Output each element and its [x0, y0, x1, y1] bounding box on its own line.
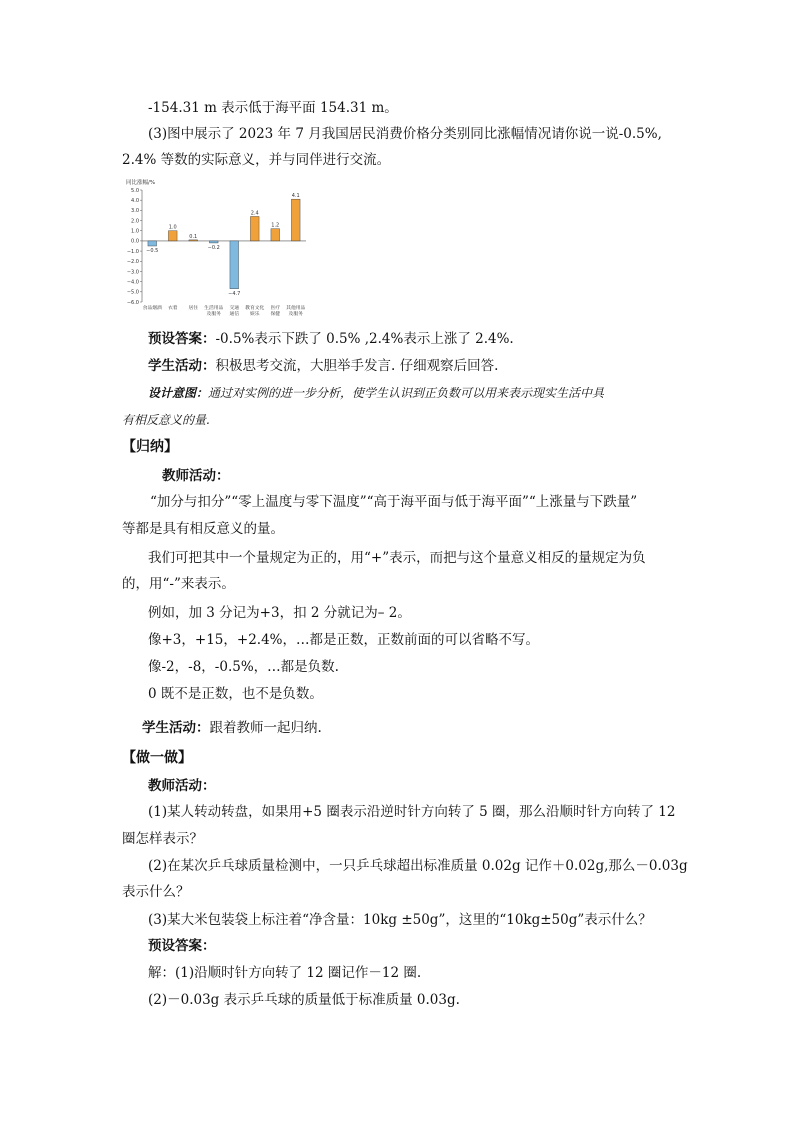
category-label: 其他用品: [286, 306, 306, 311]
bar-value-label: 0.1: [189, 233, 198, 240]
y-tick-label: 1.0: [131, 228, 139, 235]
text-line: 圈怎样表示？: [122, 831, 203, 847]
text-line: (1)某人转动转盘，如果用+5 圈表示沿逆时针方向转了 5 圈，那么沿顺时针方向转了 12: [148, 804, 676, 820]
text-line: 像+3，+15，+2.4%，…都是正数，正数前面的可以省略不写。: [148, 632, 539, 648]
category-label: 娱乐: [249, 312, 260, 317]
bar-value-label: −0.5: [146, 248, 159, 254]
bar-value-label: −4.7: [228, 290, 241, 297]
text-line: (2)在某次乒乓球质量检测中，一只乒乓球超出标准质量 0.02g 记作＋0.02g,那么－0.03g: [148, 858, 688, 874]
category-label: 食品烟酒: [142, 306, 162, 311]
category-label: 生活用品: [204, 306, 224, 311]
y-tick-label: −1.0: [126, 248, 139, 255]
section-heading: 【归纳】: [122, 439, 178, 455]
label: 教师活动：: [148, 778, 216, 794]
text-line: (3)图中展示了 2023 年 7 月我国居民消费价格分类别同比涨幅情况请你说一说-0.5%,: [148, 126, 662, 142]
y-tick-label: −3.0: [126, 269, 139, 276]
text-line: “加分与扣分”“零上温度与零下温度”“高于海平面与低于海平面”“上涨量与下跌量”: [150, 494, 638, 510]
category-label: 通信: [229, 312, 240, 317]
category-label: 及服务: [288, 312, 303, 317]
text-line: [148, 383, 604, 403]
bar: [148, 241, 157, 246]
category-label: 保健: [270, 312, 281, 317]
category-label: 及服务: [206, 312, 221, 317]
label: 教师活动：: [162, 468, 230, 484]
activity-text: 跟着教师一起归纳.: [209, 720, 322, 736]
activity-text: 积极思考交流，大胆举手发言. 仔细观察后回答.: [215, 358, 499, 374]
text-line: -154.31 m 表示低于海平面 154.31 m。: [148, 100, 398, 116]
y-tick-label: 0.0: [131, 238, 139, 245]
section-heading: 【做一做】: [122, 750, 192, 766]
category-label: 交通: [229, 306, 240, 311]
y-tick-label: −6.0: [126, 299, 139, 306]
label: 预设答案：: [148, 331, 216, 347]
text-line: 等都是具有相反意义的量。: [122, 521, 284, 537]
text-line: (2)－0.03g 表示乒乓球的质量低于标准质量 0.03g.: [148, 992, 460, 1008]
y-tick-label: −2.0: [126, 259, 139, 266]
bar: [230, 241, 239, 289]
category-label: 教育文化: [245, 306, 265, 311]
bar: [189, 240, 198, 241]
text-line: 解：(1)沿顺时针方向转了 12 圈记作－12 圈.: [148, 965, 422, 981]
bar-value-label: 4.1: [291, 193, 300, 200]
bar-value-label: 1.0: [168, 224, 177, 231]
bar: [250, 216, 259, 240]
bar-value-label: 1.2: [271, 222, 280, 229]
label: 预设答案：: [148, 938, 216, 954]
text-line: 例如，加 3 分记为+3，扣 2 分就记为– 2。: [148, 605, 411, 621]
text-line: 我们可把其中一个量规定为正的，用“+”表示，而把与这个量意义相反的量规定为负: [148, 550, 646, 566]
category-label: 居住: [188, 306, 199, 311]
category-label: 医疗: [270, 306, 281, 311]
y-tick-label: 5.0: [131, 187, 139, 194]
bar-value-label: −0.2: [207, 244, 220, 251]
label: 学生活动：: [148, 358, 216, 374]
y-tick-label: 4.0: [131, 197, 139, 204]
bar: [209, 241, 218, 243]
y-tick-label: −4.0: [126, 279, 139, 286]
bar: [271, 229, 280, 241]
text-line: [148, 329, 514, 349]
text-line: [142, 718, 322, 738]
label: 学生活动：: [142, 720, 210, 736]
text-line: 像-2，-8，-0.5%，…都是负数.: [148, 659, 339, 675]
intent-text: 通过对实例的进一步分析，使学生认识到正负数可以用来表示现实生活中具: [208, 386, 605, 400]
y-axis-title: 同比涨幅/%: [126, 180, 156, 186]
text-line: 的，用“-”来表示。: [122, 576, 235, 592]
y-tick-label: 3.0: [131, 208, 139, 215]
bar-value-label: 2.4: [250, 210, 259, 217]
price-change-bar-chart: [124, 176, 314, 318]
y-tick-label: −5.0: [126, 289, 139, 296]
label: 设计意图：: [148, 386, 209, 400]
text-line: [148, 356, 498, 376]
text-line: 2.4% 等数的实际意义，并与同伴进行交流。: [122, 152, 391, 168]
text-line: 有相反意义的量.: [122, 413, 210, 427]
bar: [291, 199, 300, 241]
answer-text: -0.5%表示下跌了 0.5% ,2.4%表示上涨了 2.4%.: [215, 331, 514, 347]
text-line: (3)某大米包装袋上标注着“净含量：10kg ±50g”，这里的“10kg±50g”表示什么？: [148, 912, 652, 928]
bar: [168, 231, 177, 241]
y-tick-label: 2.0: [131, 218, 139, 225]
category-label: 衣着: [167, 306, 178, 311]
text-line: 0 既不是正数，也不是负数。: [148, 686, 323, 702]
text-line: 表示什么？: [122, 884, 190, 900]
